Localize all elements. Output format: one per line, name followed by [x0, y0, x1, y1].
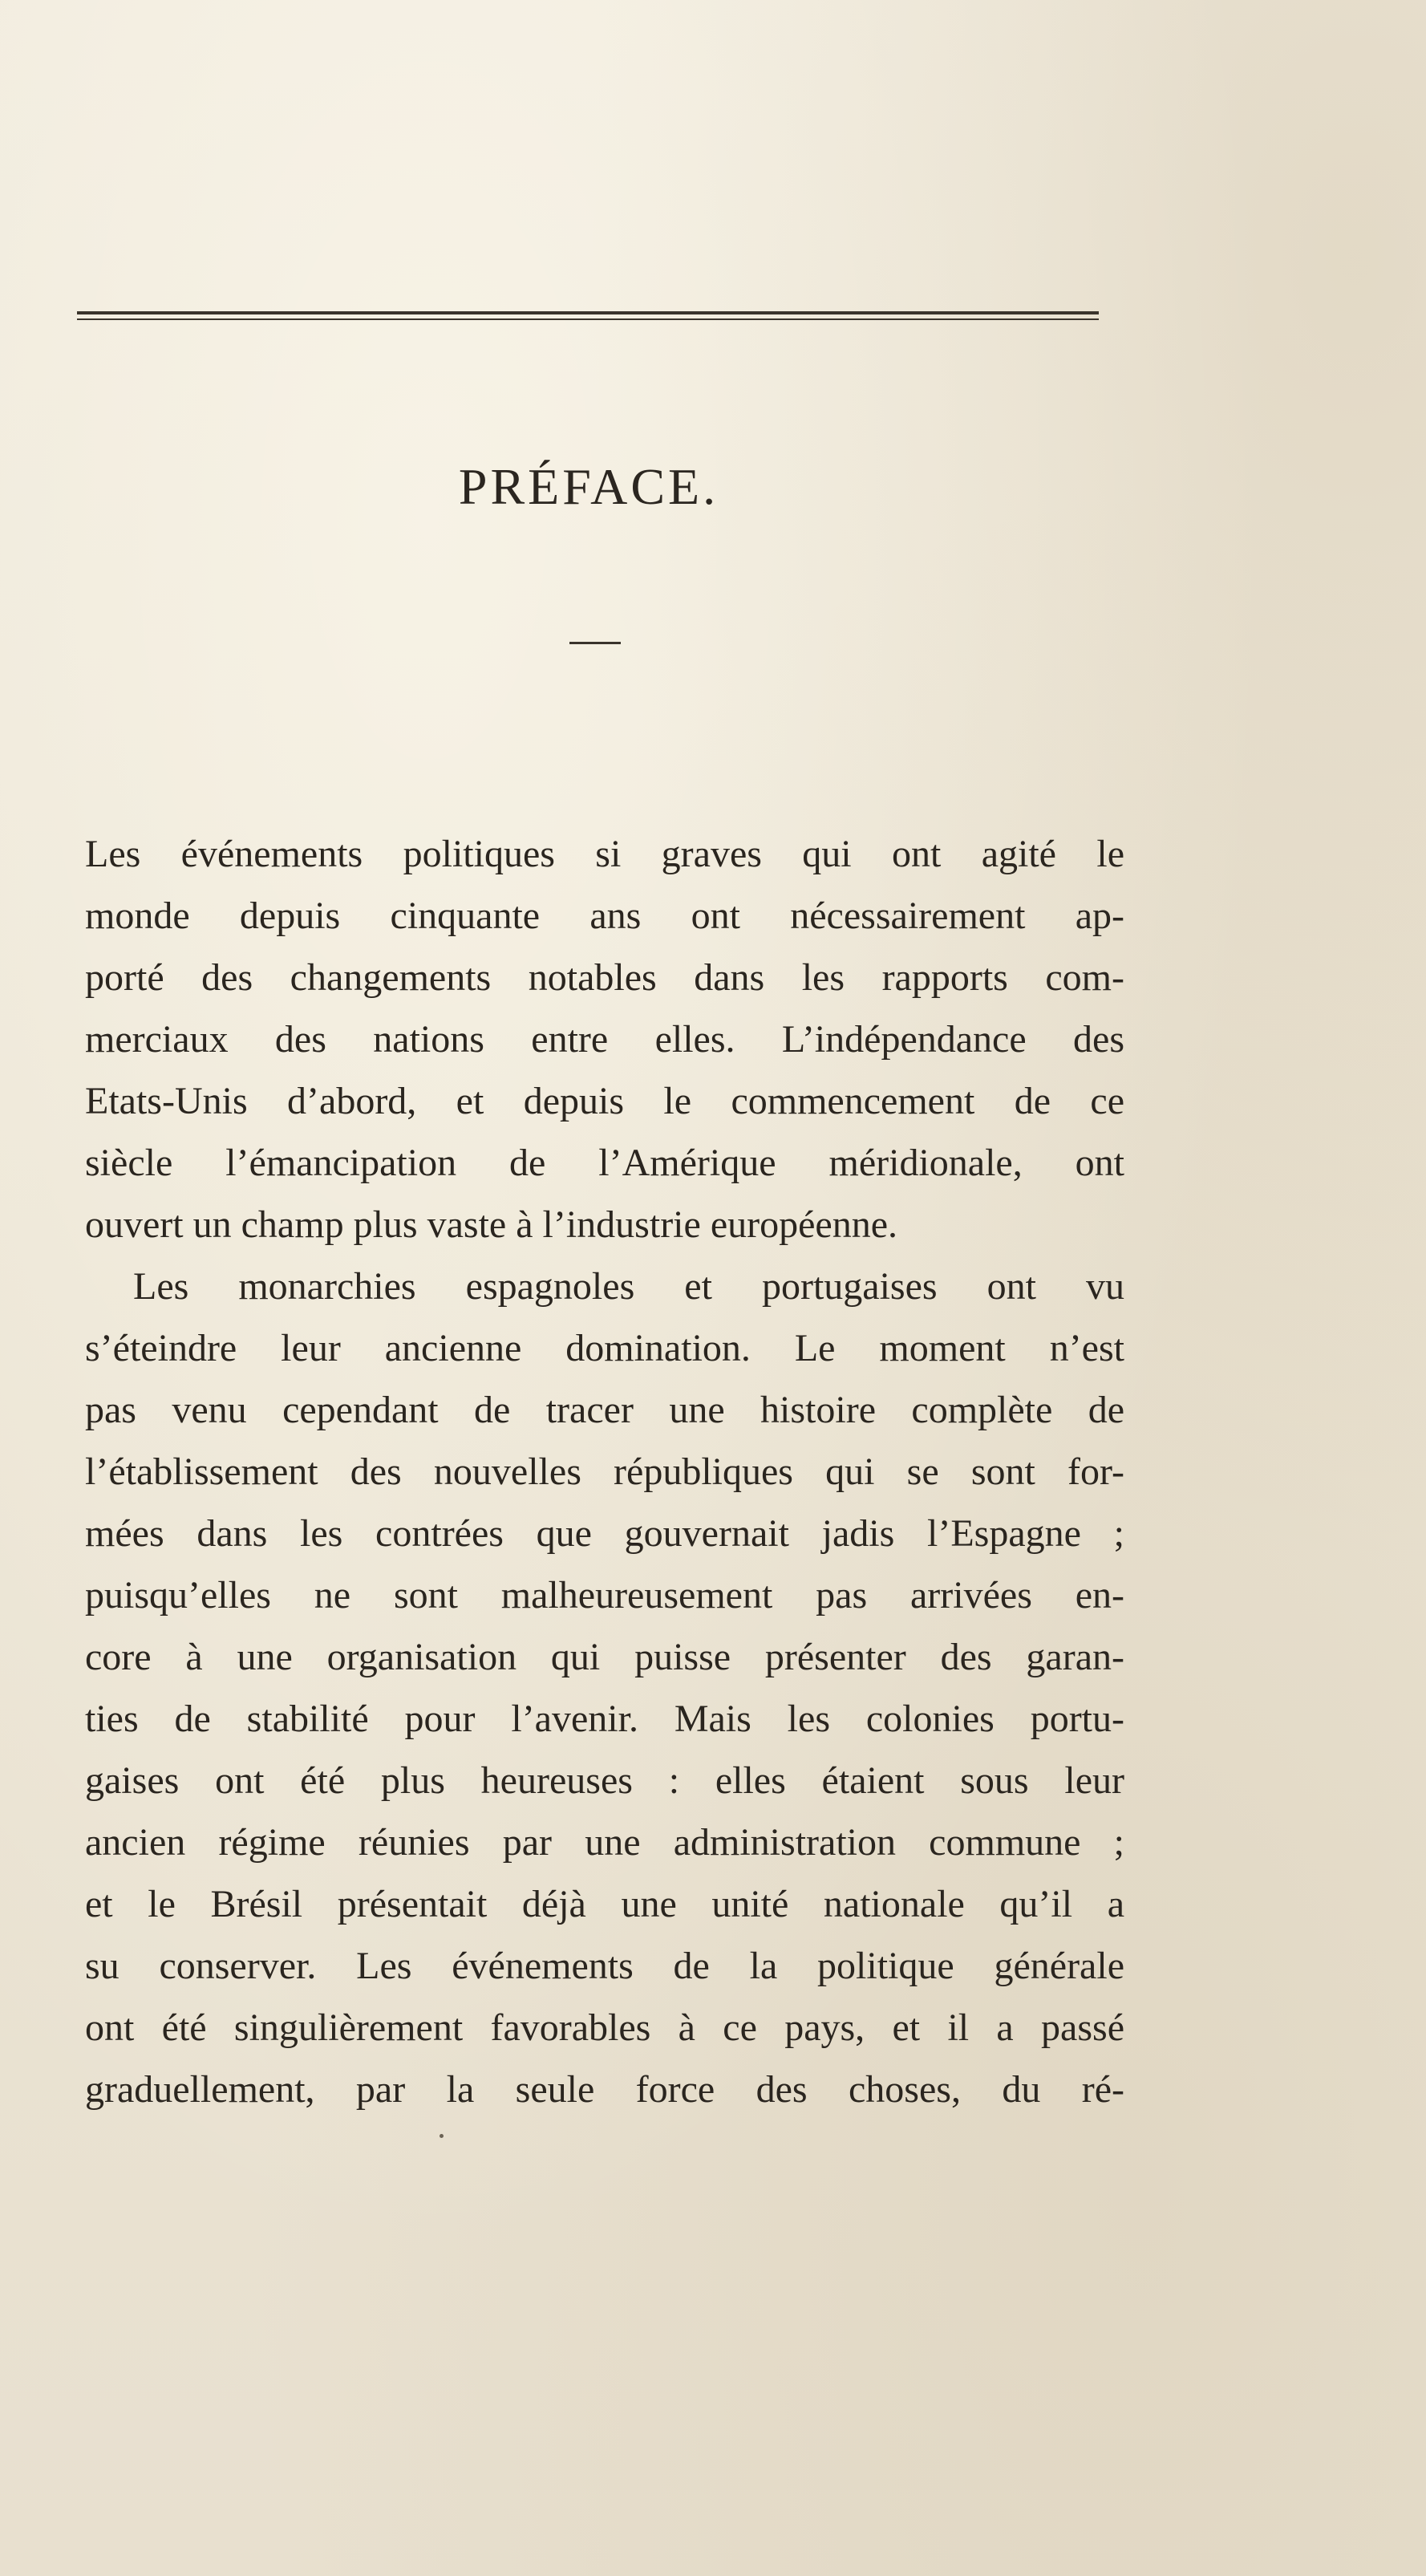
text-line: ont été singulièrement favorables à ce pays, et il a passé: [85, 2006, 1124, 2049]
text-line: Les événements politiques si graves qui ont agité le: [85, 833, 1124, 875]
text-line: porté des changements notables dans les rapports com-: [85, 956, 1124, 999]
text-line: ancien régime réunies par une administration commune ;: [85, 1821, 1124, 1864]
page-title: PRÉFACE.: [458, 458, 719, 515]
text-line: l’établissement des nouvelles républiques qui se sont for-: [85, 1450, 1124, 1493]
body-text: [85, 823, 1124, 2120]
text-line: puisqu’elles ne sont malheureusement pas arrivées en-: [85, 1574, 1124, 1617]
header-rule-thin: [77, 318, 1099, 320]
text-line: merciaux des nations entre elles. L’indépendance des: [85, 1018, 1124, 1061]
text-line: core à une organisation qui puisse présenter des garan-: [85, 1636, 1124, 1678]
text-line: graduellement, par la seule force des choses, du ré-: [85, 2068, 1124, 2111]
text-line: monde depuis cinquante ans ont nécessairement ap-: [85, 895, 1124, 937]
ink-speck: [440, 2134, 444, 2138]
text-line: pas venu cependant de tracer une histoire complète de: [85, 1389, 1124, 1431]
text-line: Etats-Unis d’abord, et depuis le commencement de ce: [85, 1080, 1124, 1122]
title-separator: [569, 642, 621, 644]
text-line: siècle l’émancipation de l’Amérique méridionale, ont: [85, 1142, 1124, 1184]
text-line: mées dans les contrées que gouvernait jadis l’Espagne ;: [85, 1512, 1124, 1555]
text-line: Les monarchies espagnoles et portugaises ont vu: [133, 1265, 1124, 1308]
text-line: ouvert un champ plus vaste à l’industrie européenne.: [85, 1203, 898, 1246]
text-line: gaises ont été plus heureuses : elles étaient sous leur: [85, 1759, 1124, 1802]
text-line: et le Brésil présentait déjà une unité nationale qu’il a: [85, 1883, 1124, 1925]
header-rule-thick: [77, 311, 1099, 314]
text-line: ties de stabilité pour l’avenir. Mais les colonies portu-: [85, 1698, 1124, 1740]
text-line: su conserver. Les événements de la politique générale: [85, 1945, 1124, 1987]
text-line: s’éteindre leur ancienne domination. Le moment n’est: [85, 1327, 1124, 1369]
